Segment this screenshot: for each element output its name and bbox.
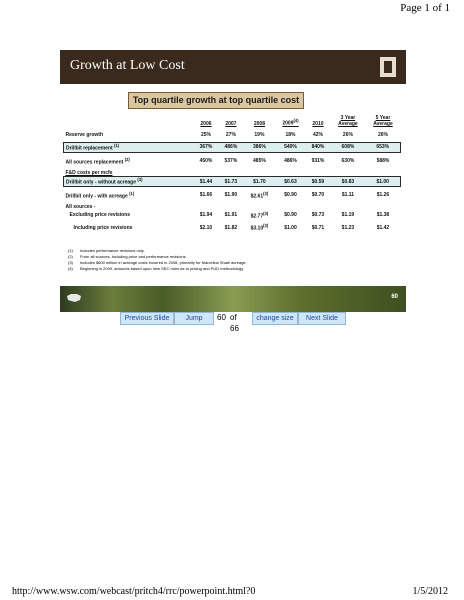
fd-header-row: F&D costs per mcfe: [65, 169, 113, 176]
footnote: (1) Includes performance revisions only.: [68, 248, 145, 253]
company-logo-icon: [380, 57, 396, 77]
slide-header: [60, 50, 406, 84]
slide-page-number: 60: [391, 294, 398, 300]
footer-date: 1/5/2012: [412, 586, 448, 597]
table-row: Drillbit replacement $^{(1)}$ 367% 486% 386% 540% 840% 608% 653%: [64, 143, 401, 153]
footnote: (2) From all sources, including price and performance revisions.: [68, 254, 187, 259]
jump-button[interactable]: Jump: [174, 312, 214, 325]
table-row: Reserve growth 25% 27% 19% 18% 42% 26% 26%: [65, 131, 388, 138]
col-2010: 2010: [312, 121, 324, 127]
table-row: All sources replacement $^{(2)}$ 450% 537% 485% 486% 931% 630% 588%: [65, 156, 390, 166]
slide-total: of 66: [230, 313, 239, 333]
table-row: Including price revisions $2.10 $1.82 $3.10$^{(3)}$ $1.00 $0.71 $1.23 $1.42: [73, 223, 390, 232]
slide-title: Growth at Low Cost: [70, 58, 185, 73]
next-slide-button[interactable]: Next Slide: [298, 312, 346, 325]
previous-slide-button[interactable]: Previous Slide: [120, 312, 174, 325]
slide-subtitle: Top quartile growth at top quartile cost: [128, 92, 304, 109]
table-row: Excluding price revisions $1.94 $1.91 $2.77$^{(3)}$ $0.90 $0.73 $1.19 $1.38: [69, 210, 390, 220]
current-slide-input[interactable]: 60: [217, 313, 226, 322]
col-3yr: 3 Year Average: [338, 115, 358, 127]
page-count: Page 1 of 1: [400, 2, 450, 14]
table-header-row: [64, 115, 401, 127]
us-map-icon: [66, 293, 82, 303]
change-size-button[interactable]: change size: [252, 312, 298, 325]
col-2006: 2006: [200, 121, 212, 127]
footnotes: [68, 248, 398, 272]
footnote: (4) Beginning in 2009, amounts based upon new SEC rules as to pricing and PUD methodology.: [68, 266, 245, 271]
landscape-banner: [60, 286, 406, 312]
col-2008: 2008: [253, 121, 265, 127]
col-5yr: 5 Year Average: [373, 115, 393, 127]
slide: [60, 50, 406, 314]
table-row: Drillbit only - with acreage $^{(1)}$ $1.66 $1.90 $2.61$^{(3)}$ $0.90 $0.70 $1.11 $1.26: [65, 190, 390, 200]
table-row: Drillbit only - without acreage $^{(3)}$ $1.44 $1.73 $1.70 $0.63 $0.59 $0.83 $1.00: [64, 177, 401, 187]
reserve-table: [63, 115, 401, 232]
col-2007: 2007: [225, 121, 237, 127]
col-2009: 2009$^{(4)}$: [282, 118, 299, 127]
footer-url: http://www.wsw.com/webcast/pritch4/rrc/powerpoint.html?0: [12, 586, 256, 597]
all-sources-row: All sources -: [65, 204, 96, 211]
footnote: (3) Includes $600 million in acreage costs incurred in 2008, primarily for Marcellus Shale acreage.: [68, 260, 247, 265]
